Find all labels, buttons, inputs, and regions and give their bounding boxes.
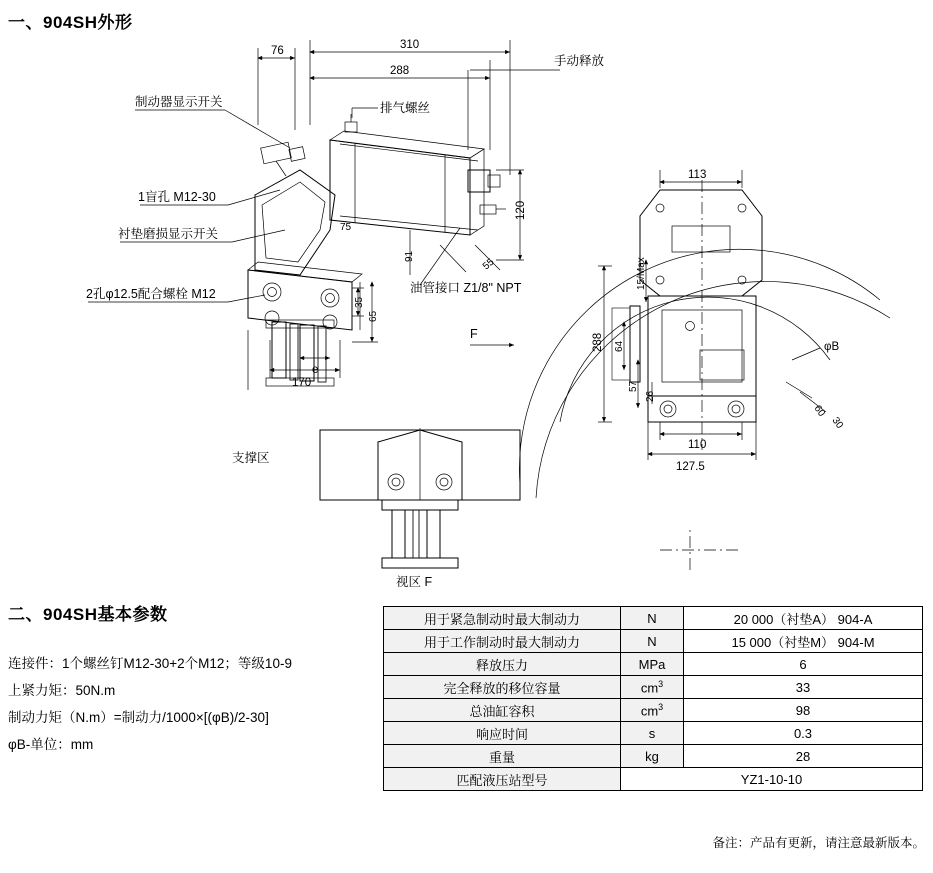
label-arrow-f: F bbox=[470, 327, 478, 341]
param-unit: $cm^3$ bbox=[621, 676, 684, 699]
parameter-table bbox=[383, 606, 923, 791]
dim-310: 310 bbox=[400, 39, 420, 51]
param-value: 0.3 bbox=[684, 722, 923, 745]
page-title-outline: 一、904SH外形 bbox=[8, 13, 133, 32]
dim-30: 30 bbox=[829, 415, 845, 431]
front-elevation-view bbox=[519, 180, 890, 570]
front-elevation-dimensions bbox=[598, 170, 826, 460]
param-name: 响应时间 bbox=[384, 722, 621, 745]
param-unit: $cm^3$ bbox=[621, 699, 684, 722]
dim-26: 26 bbox=[645, 390, 656, 402]
param-name: 用于紧急制动时最大制动力 bbox=[384, 607, 621, 630]
table-row bbox=[384, 653, 923, 676]
dim-57: 57 bbox=[628, 380, 639, 392]
right-vertical-dimensions bbox=[410, 170, 524, 275]
param-name: 重量 bbox=[384, 745, 621, 768]
table-row bbox=[384, 699, 923, 722]
param-unit: s bbox=[621, 722, 684, 745]
dim-60: 60 bbox=[811, 403, 827, 419]
dim-127-5: 127.5 bbox=[676, 461, 705, 473]
dim-15-max: 15/Max bbox=[636, 257, 647, 290]
label-view-f: 视区 F bbox=[396, 575, 433, 589]
dim-65: 65 bbox=[368, 310, 379, 322]
dim-91: 91 bbox=[404, 250, 415, 262]
table-row bbox=[384, 676, 923, 699]
param-value: 6 bbox=[684, 653, 923, 676]
footnote: 备注：产品有更新，请注意最新版本。 bbox=[712, 836, 925, 850]
callout-two-holes-bolt: 2孔φ12.5配合螺栓 M12 bbox=[86, 287, 216, 301]
label-support-area: 支撑区 bbox=[232, 451, 270, 465]
param-value: 33 bbox=[684, 676, 923, 699]
section-view-f bbox=[320, 428, 520, 568]
param-name: 用于工作制动时最大制动力 bbox=[384, 630, 621, 653]
main-assembly-view bbox=[248, 114, 506, 386]
dim-170: 170 bbox=[292, 377, 312, 389]
table-row bbox=[384, 722, 923, 745]
dim-288-right: 288 bbox=[592, 332, 604, 352]
callout-oil-pipe-interface: 油管接口 Z1/8" NPT bbox=[410, 281, 522, 295]
page-title-parameters: 二、904SH基本参数 bbox=[8, 605, 168, 624]
param-value: 15 000（衬垫M） 904-M bbox=[684, 630, 923, 653]
param-name: 释放压力 bbox=[384, 653, 621, 676]
dim-75: 75 bbox=[340, 222, 352, 233]
param-name: 总油缸容积 bbox=[384, 699, 621, 722]
spec-item-connector: 连接件：1个螺丝钉M12-30+2个M12；等级10-9 bbox=[8, 656, 292, 671]
dim-64: 64 bbox=[614, 340, 625, 352]
table-row bbox=[384, 768, 923, 791]
callout-exhaust-screw: 排气螺丝 bbox=[380, 101, 431, 115]
param-value: 28 bbox=[684, 745, 923, 768]
dim-phi-b: φB bbox=[824, 341, 840, 353]
param-unit: kg bbox=[621, 745, 684, 768]
param-name: 匹配液压站型号 bbox=[384, 768, 621, 791]
dim-113: 113 bbox=[688, 169, 707, 181]
callout-lining-wear-switch: 衬垫磨损显示开关 bbox=[118, 227, 219, 241]
callout-manual-release: 手动释放 bbox=[554, 54, 605, 68]
table-row bbox=[384, 607, 923, 630]
dim-288-top: 288 bbox=[390, 65, 410, 77]
technical-drawing bbox=[0, 30, 933, 590]
table-row bbox=[384, 745, 923, 768]
dim-76: 76 bbox=[271, 45, 284, 57]
param-value: YZ1-10-10 bbox=[621, 768, 923, 791]
callout-blind-hole: 1盲孔 M12-30 bbox=[138, 190, 216, 204]
spec-item-unit: φB-单位：mm bbox=[8, 737, 94, 752]
spec-item-braking-torque: 制动力矩（N.m）=制动力/1000×[(φB)/2-30] bbox=[8, 710, 269, 725]
spec-list bbox=[8, 650, 378, 758]
param-unit: MPa bbox=[621, 653, 684, 676]
dim-55: 55 bbox=[480, 256, 497, 273]
dim-e: e bbox=[312, 364, 319, 376]
param-value: 20 000（衬垫A） 904-A bbox=[684, 607, 923, 630]
dim-120: 120 bbox=[515, 200, 527, 220]
param-value: 98 bbox=[684, 699, 923, 722]
table-row bbox=[384, 630, 923, 653]
spec-item-torque: 上紧力矩：50N.m bbox=[8, 683, 116, 698]
param-unit: N bbox=[621, 607, 684, 630]
dim-110: 110 bbox=[688, 439, 707, 451]
param-unit: N bbox=[621, 630, 684, 653]
dim-35: 35 bbox=[354, 296, 365, 308]
callout-brake-indicator-switch: 制动器显示开关 bbox=[135, 95, 223, 109]
param-name: 完全释放的移位容量 bbox=[384, 676, 621, 699]
